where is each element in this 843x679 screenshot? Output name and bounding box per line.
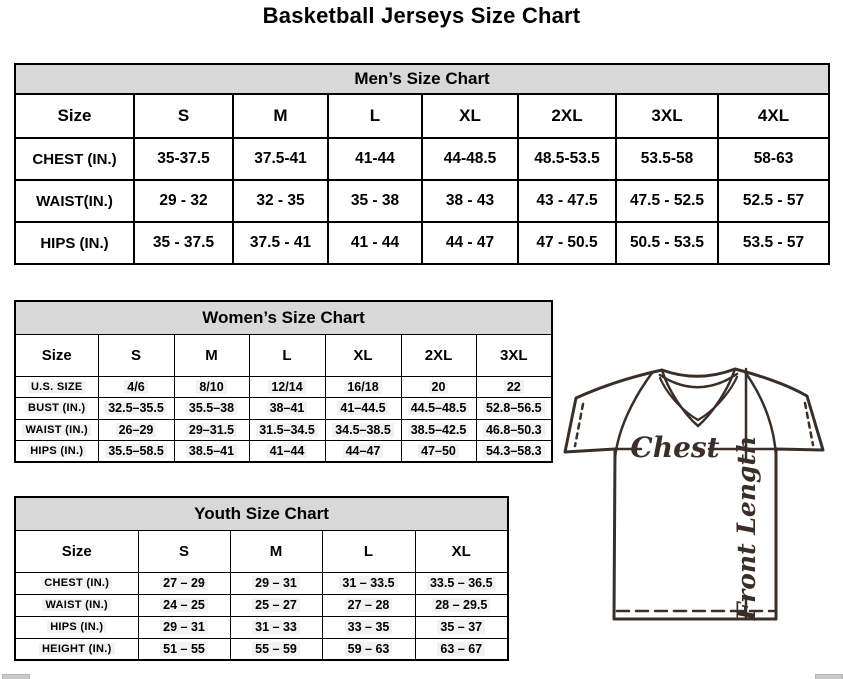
size-value: 38–41 <box>249 398 325 420</box>
size-value: 47.5 - 52.5 <box>616 180 718 222</box>
scrollbar-fragment-right[interactable] <box>815 674 843 679</box>
size-value: 53.5 - 57 <box>718 222 829 264</box>
row-label: CHEST (IN.) <box>15 138 134 180</box>
size-value: 32.5–35.5 <box>98 398 174 420</box>
column-header: L <box>322 530 415 572</box>
size-value: 35.5–38 <box>174 398 249 420</box>
size-value: 41-44 <box>328 138 422 180</box>
size-value: 16/18 <box>325 376 401 398</box>
size-value: 35 - 38 <box>328 180 422 222</box>
size-value: 47 - 50.5 <box>518 222 616 264</box>
size-value: 52.8–56.5 <box>476 398 552 420</box>
size-value: 8/10 <box>174 376 249 398</box>
size-value: 25 – 27 <box>230 594 322 616</box>
column-header: S <box>138 530 230 572</box>
table-row <box>15 419 552 441</box>
table-row <box>15 138 829 180</box>
size-value: 37.5 - 41 <box>233 222 328 264</box>
column-header: XL <box>325 334 401 376</box>
size-value: 31 – 33 <box>230 616 322 638</box>
size-value: 26–29 <box>98 419 174 441</box>
column-header: M <box>230 530 322 572</box>
collar-v-inner <box>660 377 737 420</box>
size-value: 29–31.5 <box>174 419 249 441</box>
womens-size-table <box>14 300 553 463</box>
size-value: 46.8–50.3 <box>476 419 552 441</box>
chest-label: Chest <box>630 431 720 464</box>
size-value: 27 – 29 <box>138 572 230 594</box>
size-value: 20 <box>401 376 476 398</box>
size-value: 31 – 33.5 <box>322 572 415 594</box>
size-value: 12/14 <box>249 376 325 398</box>
jersey-outline <box>565 369 823 619</box>
column-header: 2XL <box>401 334 476 376</box>
row-label: WAIST(IN.) <box>15 180 134 222</box>
table-title: Youth Size Chart <box>15 497 508 530</box>
column-header: M <box>233 94 328 138</box>
size-value: 58-63 <box>718 138 829 180</box>
table-title: Women’s Size Chart <box>15 301 552 334</box>
size-value: 34.5–38.5 <box>325 419 401 441</box>
size-value: 32 - 35 <box>233 180 328 222</box>
size-value: 38 - 43 <box>422 180 518 222</box>
table-row <box>15 638 508 660</box>
column-header: Size <box>15 334 98 376</box>
scrollbar-fragment-left[interactable] <box>2 674 30 679</box>
column-header: Size <box>15 530 138 572</box>
size-value: 35-37.5 <box>134 138 233 180</box>
size-value: 41–44 <box>249 441 325 463</box>
size-value: 35.5–58.5 <box>98 441 174 463</box>
table-row <box>15 222 829 264</box>
size-value: 31.5–34.5 <box>249 419 325 441</box>
mens-size-table <box>14 63 830 265</box>
size-value: 27 – 28 <box>322 594 415 616</box>
row-label: CHEST (IN.) <box>15 572 138 594</box>
size-value: 33 – 35 <box>322 616 415 638</box>
table-row <box>15 180 829 222</box>
row-label: HIPS (IN.) <box>15 441 98 463</box>
column-header: M <box>174 334 249 376</box>
table-row <box>15 572 508 594</box>
row-label: U.S. SIZE <box>15 376 98 398</box>
row-label: BUST (IN.) <box>15 398 98 420</box>
size-value: 43 - 47.5 <box>518 180 616 222</box>
column-header: XL <box>415 530 508 572</box>
column-header: S <box>98 334 174 376</box>
table-title: Men’s Size Chart <box>15 64 829 94</box>
column-header: L <box>328 94 422 138</box>
table-row <box>15 398 552 420</box>
size-value: 24 – 25 <box>138 594 230 616</box>
youth-size-table <box>14 496 509 661</box>
page-title: Basketball Jerseys Size Chart <box>262 3 581 28</box>
size-value: 41 - 44 <box>328 222 422 264</box>
size-value: 44–47 <box>325 441 401 463</box>
size-value: 54.3–58.3 <box>476 441 552 463</box>
row-label: HEIGHT (IN.) <box>15 638 138 660</box>
table-row <box>15 594 508 616</box>
column-header: L <box>249 334 325 376</box>
sleeve-hem-dash-left <box>575 404 583 446</box>
size-value: 29 – 31 <box>230 572 322 594</box>
row-label: WAIST (IN.) <box>15 419 98 441</box>
size-value: 55 – 59 <box>230 638 322 660</box>
size-value: 41–44.5 <box>325 398 401 420</box>
jersey-measurement-diagram <box>556 356 843 668</box>
size-value: 22 <box>476 376 552 398</box>
size-value: 53.5-58 <box>616 138 718 180</box>
size-value: 38.5–42.5 <box>401 419 476 441</box>
column-header: 3XL <box>476 334 552 376</box>
size-value: 33.5 – 36.5 <box>415 572 508 594</box>
table-row <box>15 376 552 398</box>
size-value: 44 - 47 <box>422 222 518 264</box>
size-value: 38.5–41 <box>174 441 249 463</box>
column-header: Size <box>15 94 134 138</box>
table-row <box>15 616 508 638</box>
size-value: 63 – 67 <box>415 638 508 660</box>
size-value: 59 – 63 <box>322 638 415 660</box>
table-row <box>15 441 552 463</box>
size-value: 35 - 37.5 <box>134 222 233 264</box>
size-value: 29 – 31 <box>138 616 230 638</box>
column-header: 3XL <box>616 94 718 138</box>
column-header: 2XL <box>518 94 616 138</box>
size-value: 44.5–48.5 <box>401 398 476 420</box>
row-label: HIPS (IN.) <box>15 222 134 264</box>
column-header: S <box>134 94 233 138</box>
size-value: 51 – 55 <box>138 638 230 660</box>
size-value: 37.5-41 <box>233 138 328 180</box>
row-label: WAIST (IN.) <box>15 594 138 616</box>
column-header: 4XL <box>718 94 829 138</box>
size-value: 47–50 <box>401 441 476 463</box>
size-value: 29 - 32 <box>134 180 233 222</box>
size-value: 4/6 <box>98 376 174 398</box>
column-header: XL <box>422 94 518 138</box>
size-value: 52.5 - 57 <box>718 180 829 222</box>
size-value: 44-48.5 <box>422 138 518 180</box>
size-value: 48.5-53.5 <box>518 138 616 180</box>
size-value: 28 – 29.5 <box>415 594 508 616</box>
front-length-label: Front Length <box>732 435 761 621</box>
size-value: 50.5 - 53.5 <box>616 222 718 264</box>
size-value: 35 – 37 <box>415 616 508 638</box>
row-label: HIPS (IN.) <box>15 616 138 638</box>
